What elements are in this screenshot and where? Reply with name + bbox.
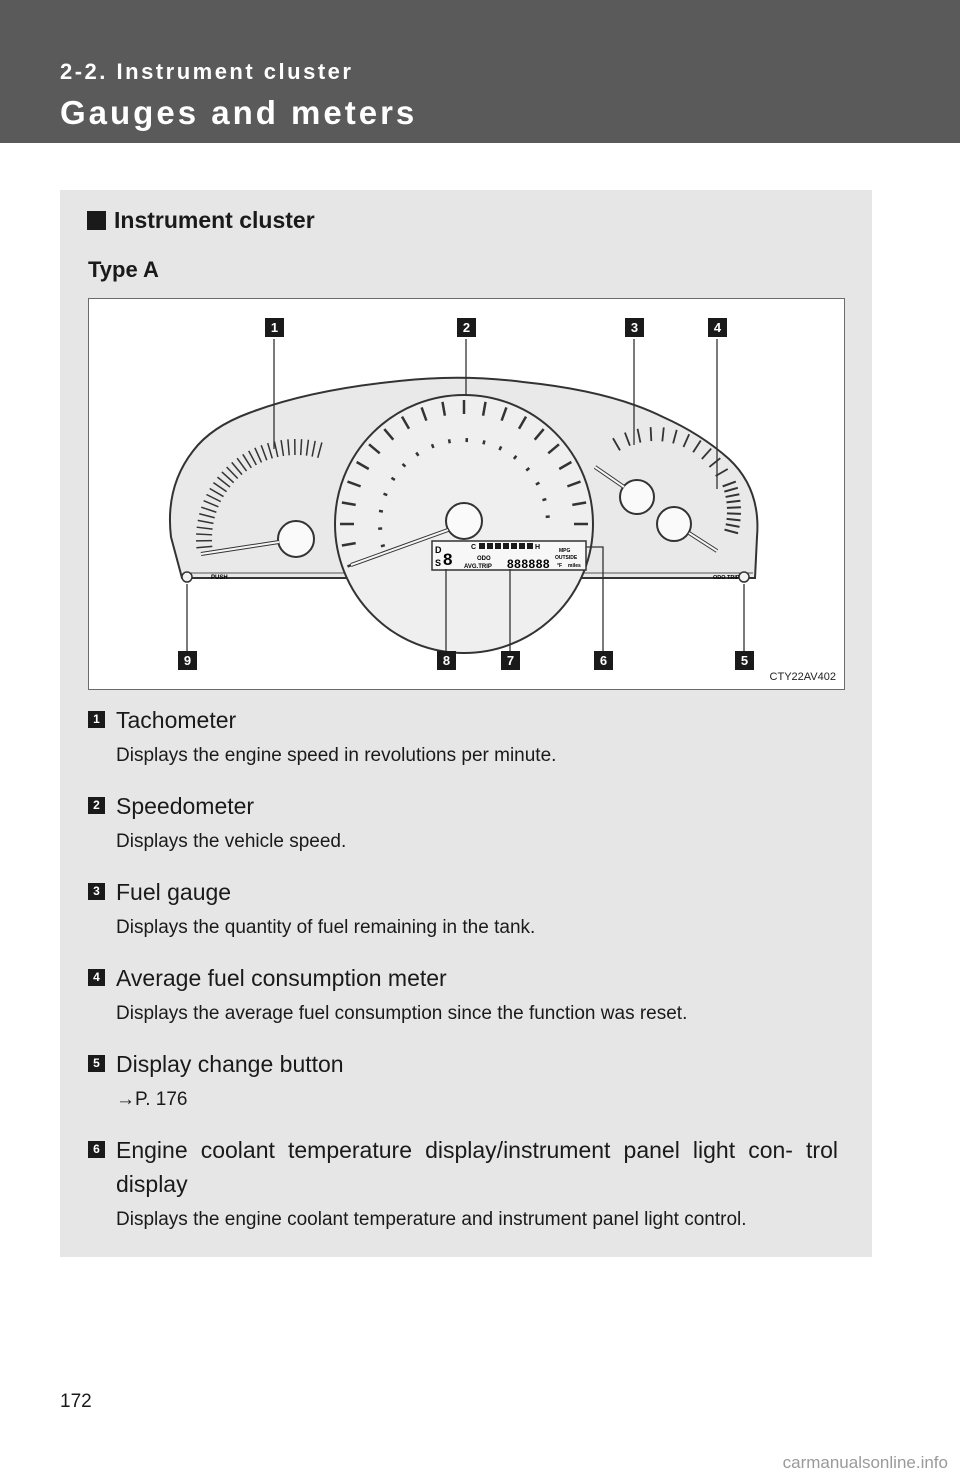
gauge-tick — [449, 439, 450, 443]
item-title: Average fuel consumption meter — [116, 965, 447, 991]
watermark: carmanualsonline.info — [782, 1453, 948, 1472]
temp-bar-segment — [479, 543, 485, 549]
miles-label: miles — [568, 563, 581, 569]
item-title: Tachometer — [116, 707, 237, 733]
item-title: Fuel gauge — [116, 879, 232, 905]
section-label: 2-2. Instrument cluster — [60, 59, 354, 84]
item-title: Engine coolant temperature display/instrument panel light con- trol display — [116, 1137, 838, 1197]
list-item — [88, 961, 838, 1029]
temp-bar-segment — [519, 543, 525, 549]
temp-h-label: H — [535, 544, 541, 551]
temp-c-label: C — [471, 544, 477, 551]
mpg-label: MPG — [559, 548, 571, 554]
item-number-badge: 5 — [88, 1055, 105, 1072]
callout-text-2: 2 — [462, 320, 471, 335]
page-title: Gauges and meters — [60, 94, 418, 131]
display-change-button[interactable] — [739, 572, 749, 582]
instrument-cluster-illustration — [89, 299, 846, 691]
gauge-tick — [727, 507, 741, 508]
gear-position-digit: 8 — [443, 550, 453, 569]
temp-bar-segment — [495, 543, 501, 549]
callout-text-6: 6 — [599, 653, 608, 668]
item-description: Displays the engine speed in revolutions per minute. — [116, 745, 557, 766]
gauge-tick — [432, 444, 433, 448]
callout-text-7: 7 — [506, 653, 515, 668]
content-panel — [60, 190, 872, 1257]
gauge-tick — [499, 446, 501, 450]
gauge-tick — [301, 439, 302, 455]
gauge-tick — [483, 440, 484, 444]
type-label: Type A — [88, 257, 159, 282]
item-title: Display change button — [116, 1051, 344, 1077]
item-number-badge: 2 — [88, 797, 105, 814]
outside-label: OUTSIDE — [555, 555, 578, 561]
list-item — [88, 789, 838, 857]
temp-bar-segment — [503, 543, 509, 549]
page-number: 172 — [60, 1391, 92, 1412]
item-number-badge: 3 — [88, 883, 105, 900]
item-number-badge: 1 — [88, 711, 105, 728]
item-number-badge: 6 — [88, 1141, 105, 1158]
temp-bar-segment — [487, 543, 493, 549]
gauge-tick — [379, 511, 383, 512]
item-description: Displays the vehicle speed. — [116, 831, 347, 852]
list-item — [88, 1047, 838, 1115]
panel-heading — [87, 207, 315, 234]
odo-trip-label: ODO TRIP — [713, 575, 740, 581]
gear-d-label: D — [435, 545, 442, 555]
figure-code: CTY22AV402 — [769, 671, 836, 683]
gauge-tick — [381, 545, 385, 546]
list-item — [88, 703, 838, 771]
item-title: Speedometer — [116, 793, 255, 819]
gauge-tick — [651, 427, 652, 441]
gauge-tick — [542, 499, 546, 500]
list-item — [88, 875, 838, 943]
callout-text-3: 3 — [630, 320, 639, 335]
odometer-digits: 888888 — [507, 557, 551, 571]
push-label: PUSH — [211, 575, 228, 581]
callout-text-8: 8 — [442, 653, 451, 668]
degf-label: °F — [557, 563, 563, 569]
temp-bar-segments — [479, 543, 533, 549]
callout-text-1: 1 — [270, 320, 279, 335]
item-number-badge: 4 — [88, 969, 105, 986]
gauge-tick — [384, 494, 388, 495]
callout-text-4: 4 — [713, 320, 722, 335]
item-list — [88, 703, 838, 1253]
item-description: Displays the engine coolant temperature and instrument panel light control. — [116, 1209, 747, 1230]
gauge-tick — [536, 483, 540, 485]
gauge-tick — [196, 534, 212, 535]
temp-bar-segment — [527, 543, 533, 549]
instrument-cluster-figure — [88, 298, 845, 690]
square-bullet-icon — [87, 211, 106, 230]
page-reference-link[interactable]: →P. 176 — [116, 1089, 188, 1110]
avg-trip-label: AVG.TRIP — [464, 564, 492, 570]
odo-label: ODO — [477, 556, 491, 562]
gear-s-label: S — [435, 558, 442, 568]
item-description: Displays the quantity of fuel remaining in the tank. — [116, 917, 536, 938]
list-item — [88, 1133, 838, 1235]
callout-text-9: 9 — [183, 653, 192, 668]
panel-heading-text: Instrument cluster — [114, 207, 315, 233]
callout-text-5: 5 — [740, 653, 749, 668]
push-button[interactable] — [182, 572, 192, 582]
temp-bar-segment — [511, 543, 517, 549]
item-description: Displays the average fuel consumption since the function was reset. — [116, 1003, 688, 1024]
page-header — [0, 0, 960, 143]
